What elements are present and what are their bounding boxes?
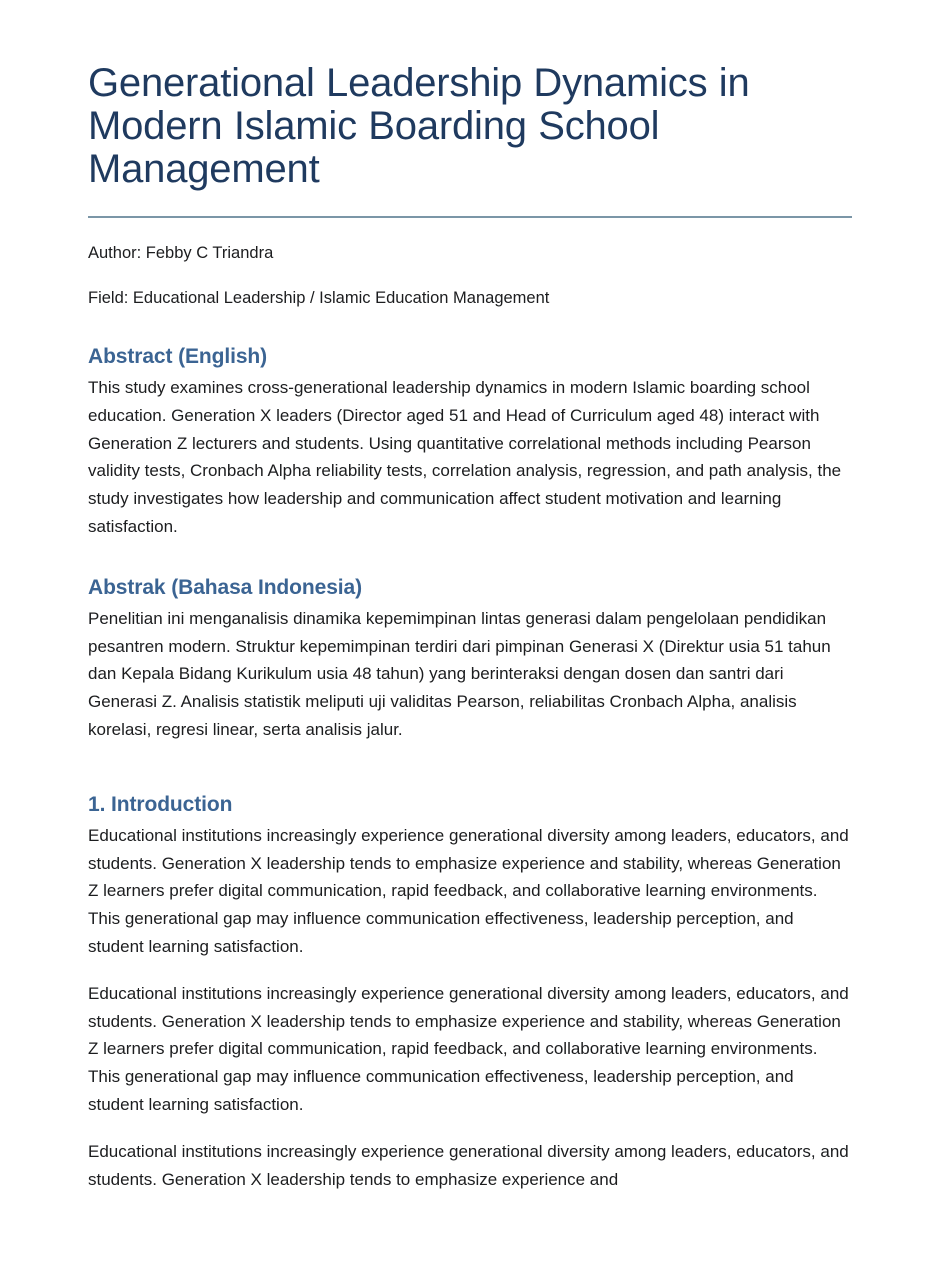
introduction-paragraph: Educational institutions increasingly experience generational diversity among leaders, educators, and students. Generation X leadership tends to emphasize experience and stability, whereas Generation Z learners prefer digital communication, rapid feedback, and collaborative learning environments. This generational gap may influence communication effectiveness, leadership perception, and student learning satisfaction. — [88, 983, 849, 1114]
abstract-english-paragraph: This study examines cross-generational leadership dynamics in modern Islamic boarding school education. Generation X leaders (Director aged 51 and Head of Curriculum aged 48) interact with Generation Z lecturers and students. Using quantitative correlational methods including Pearson validity tests, Cronbach Alpha reliability tests, correlation analysis, regression, and path analysis, the study investigates how leadership and communication affect student motivation and learning satisfaction. — [88, 378, 842, 536]
introduction-paragraph: Educational institutions increasingly experience generational diversity among leaders, educators, and students. Generation X leadership tends to emphasize experience and stability, whereas Generation Z learners prefer digital communication, rapid feedback, and collaborative learning environments. This generational gap may influence communication effectiveness, leadership perception, and student learning satisfaction. — [88, 825, 849, 956]
title-divider — [88, 216, 852, 218]
document-metadata — [88, 242, 852, 310]
section-introduction — [88, 792, 852, 1194]
author-line: Author: Febby C Triandra — [88, 244, 274, 262]
section-heading-abstract-english: Abstract (English) — [88, 345, 268, 368]
page-title: Generational Leadership Dynamics in Modern Islamic Boarding School Management — [88, 61, 750, 191]
section-abstract-indonesian — [88, 575, 852, 744]
introduction-paragraph: Educational institutions increasingly experience generational diversity among leaders, educators, and students. Generation X leadership tends to emphasize experience and — [88, 1141, 849, 1189]
abstract-indonesian-paragraph: Penelitian ini menganalisis dinamika kepemimpinan lintas generasi dalam pengelolaan pendidikan pesantren modern. Struktur kepemimpinan terdiri dari pimpinan Generasi X (Direktur usia 51 tahun dan Kepala Bidang Kurikulum usia 48 tahun) yang berinteraksi dengan dosen dan santri dari Generasi Z. Analisis statistik meliputi uji validitas Pearson, reliabilitas Cronbach Alpha, analisis korelasi, regresi linear, serta analisis jalur. — [88, 608, 831, 739]
section-heading-abstract-indonesian: Abstrak (Bahasa Indonesia) — [88, 575, 362, 599]
section-heading-introduction: 1. Introduction — [88, 792, 233, 816]
field-line: Field: Educational Leadership / Islamic Education Management — [88, 289, 550, 307]
section-abstract-english — [88, 344, 852, 541]
